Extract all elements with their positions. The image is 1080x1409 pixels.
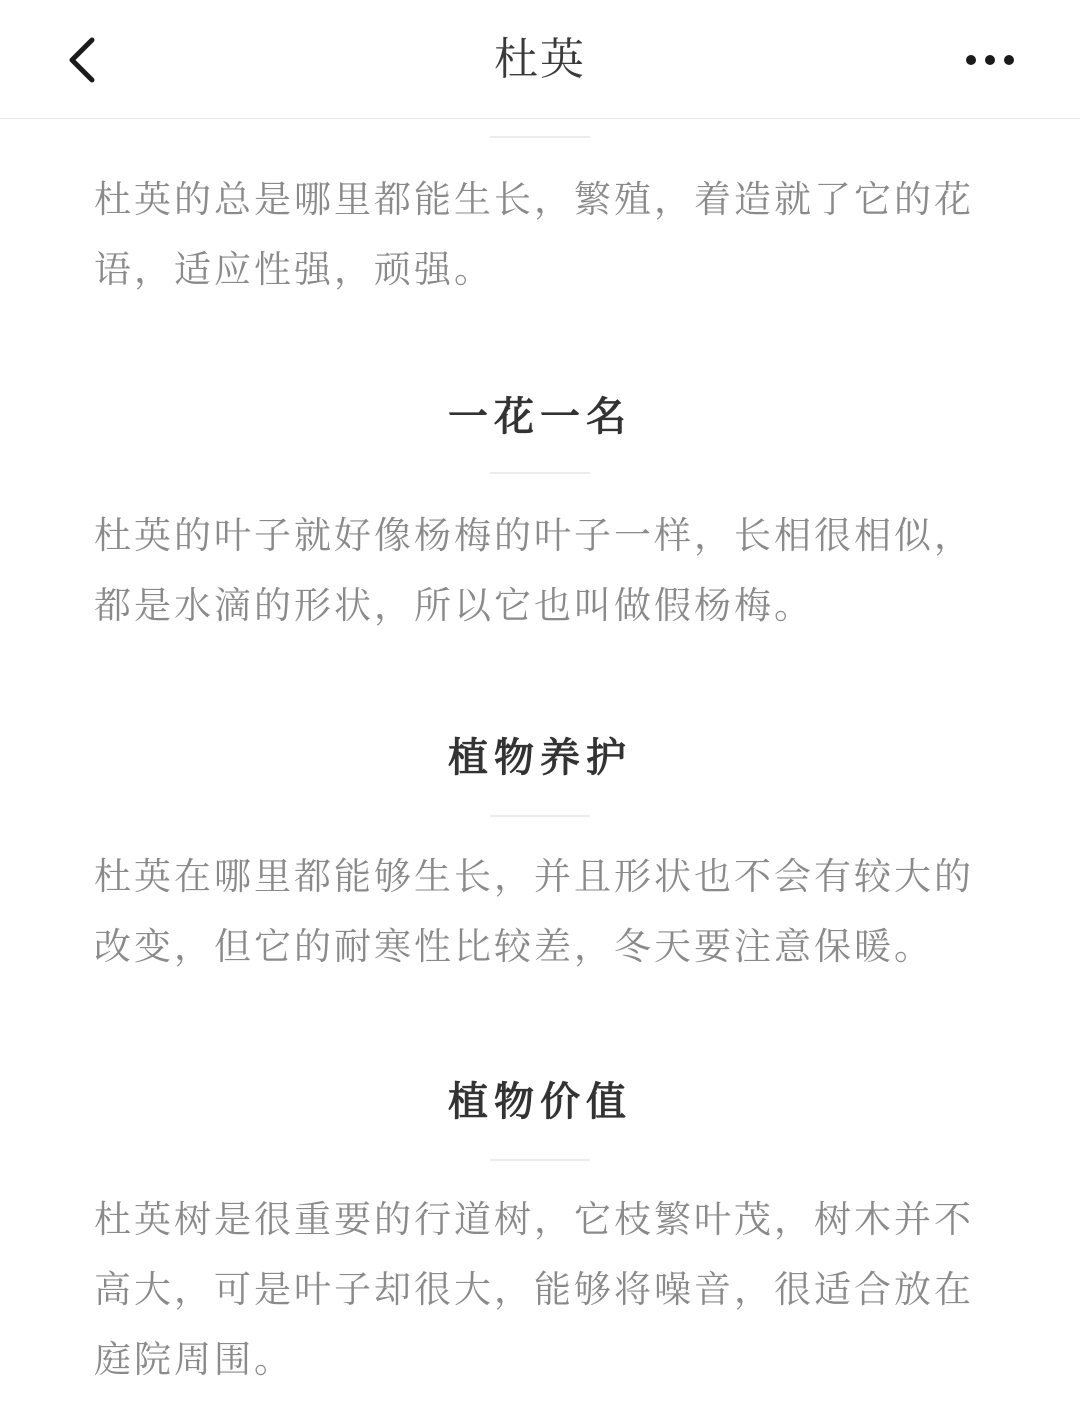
section-heading-care: 植物养护 [448, 734, 632, 781]
section-paragraph-flower-language: 杜英的总是哪里都能生长，繁殖，着造就了它的花语，适应性强，顽强。 [94, 178, 974, 291]
section-paragraph-care: 杜英在哪里都能够生长，并且形状也不会有较大的改变，但它的耐寒性比较差，冬天要注意保暖。 [94, 855, 974, 968]
section-heading-value: 植物价值 [448, 1078, 632, 1125]
navigation-bar [0, 0, 1080, 119]
section-heading-name: 一花一名 [448, 393, 632, 440]
ellipsis-icon [965, 51, 1015, 70]
article-content [0, 119, 1080, 1395]
section-paragraph-name: 杜英的叶子就好像杨梅的叶子一样，长相很相似，都是水滴的形状，所以它也叫做假杨梅。 [94, 514, 974, 627]
more-button[interactable] [950, 30, 1030, 90]
page-title: 杜英 [494, 34, 586, 85]
section-paragraph-value: 杜英树是很重要的行道树，它枝繁叶茂，树木并不高大，可是叶子却很大，能够将噪音，很适合放在庭院周围。 [94, 1198, 974, 1381]
